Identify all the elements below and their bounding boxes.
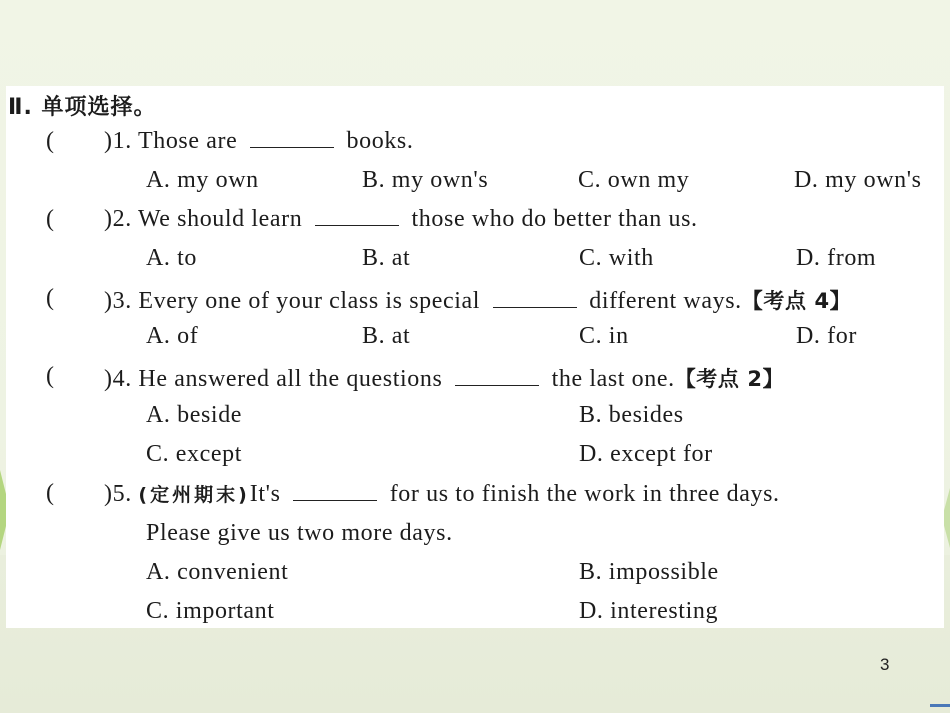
question-text-before: We should learn xyxy=(137,206,309,232)
option-a[interactable]: A. convenient xyxy=(146,559,289,585)
answer-paren[interactable]: ( xyxy=(46,363,54,389)
option-b[interactable]: B. at xyxy=(362,245,411,271)
question-text-after: the last one. xyxy=(545,366,675,392)
option-c[interactable]: C. important xyxy=(146,598,275,624)
option-d[interactable]: D. from xyxy=(796,245,877,271)
question-text-before: It's xyxy=(249,481,288,507)
question-1 xyxy=(104,128,413,155)
option-d[interactable]: D. except for xyxy=(579,441,713,467)
option-c[interactable]: C. with xyxy=(579,245,654,271)
option-b[interactable]: B. besides xyxy=(579,402,684,428)
answer-blank xyxy=(315,207,399,226)
option-d[interactable]: D. my own's xyxy=(794,167,922,193)
knowledge-point-tag: 【考点 2】 xyxy=(674,367,785,391)
question-number: )3. xyxy=(104,288,139,314)
question-text-before: He answered all the questions xyxy=(138,366,449,392)
question-source: (定州期末) xyxy=(138,484,250,506)
answer-blank xyxy=(293,482,377,501)
option-c[interactable]: C. own my xyxy=(578,167,690,193)
question-text-after: those who do better than us. xyxy=(404,206,698,232)
answer-blank xyxy=(455,367,539,386)
knowledge-point-tag: 【考点 4】 xyxy=(741,289,852,313)
question-text-after: books. xyxy=(339,128,414,154)
option-d[interactable]: D. for xyxy=(796,323,857,349)
question-number: )2. xyxy=(104,206,138,232)
option-c[interactable]: C. in xyxy=(579,323,629,349)
question-4 xyxy=(104,363,784,393)
answer-blank xyxy=(250,129,334,148)
question-number: )4. xyxy=(104,366,139,392)
answer-paren[interactable]: ( xyxy=(46,206,54,232)
question-5 xyxy=(104,480,780,508)
answer-paren[interactable]: ( xyxy=(46,285,54,311)
option-a[interactable]: A. of xyxy=(146,323,199,349)
question-text-before: Those are xyxy=(137,128,244,154)
section-title: Ⅱ. 单项选择。 xyxy=(8,95,157,120)
option-a[interactable]: A. beside xyxy=(146,402,243,428)
answer-blank xyxy=(493,289,577,308)
question-number: )1. xyxy=(104,128,138,154)
question-text-after: different ways. xyxy=(582,288,742,314)
option-a[interactable]: A. my own xyxy=(146,167,259,193)
option-b[interactable]: B. impossible xyxy=(579,559,719,585)
page-number: 3 xyxy=(880,655,890,674)
option-d[interactable]: D. interesting xyxy=(579,598,719,624)
question-text-before: Every one of your class is special xyxy=(138,288,487,314)
option-c[interactable]: C. except xyxy=(146,441,243,467)
question-3 xyxy=(104,285,851,315)
option-b[interactable]: B. my own's xyxy=(362,167,489,193)
question-2 xyxy=(104,206,698,233)
option-b[interactable]: B. at xyxy=(362,323,411,349)
question-5-line-2: Please give us two more days. xyxy=(146,520,453,546)
question-text-after: for us to finish the work in three days. xyxy=(383,481,780,507)
answer-paren[interactable]: ( xyxy=(46,128,54,154)
corner-accent xyxy=(930,704,950,707)
option-a[interactable]: A. to xyxy=(146,245,197,271)
answer-paren[interactable]: ( xyxy=(46,480,54,506)
question-number: )5. xyxy=(104,481,139,507)
